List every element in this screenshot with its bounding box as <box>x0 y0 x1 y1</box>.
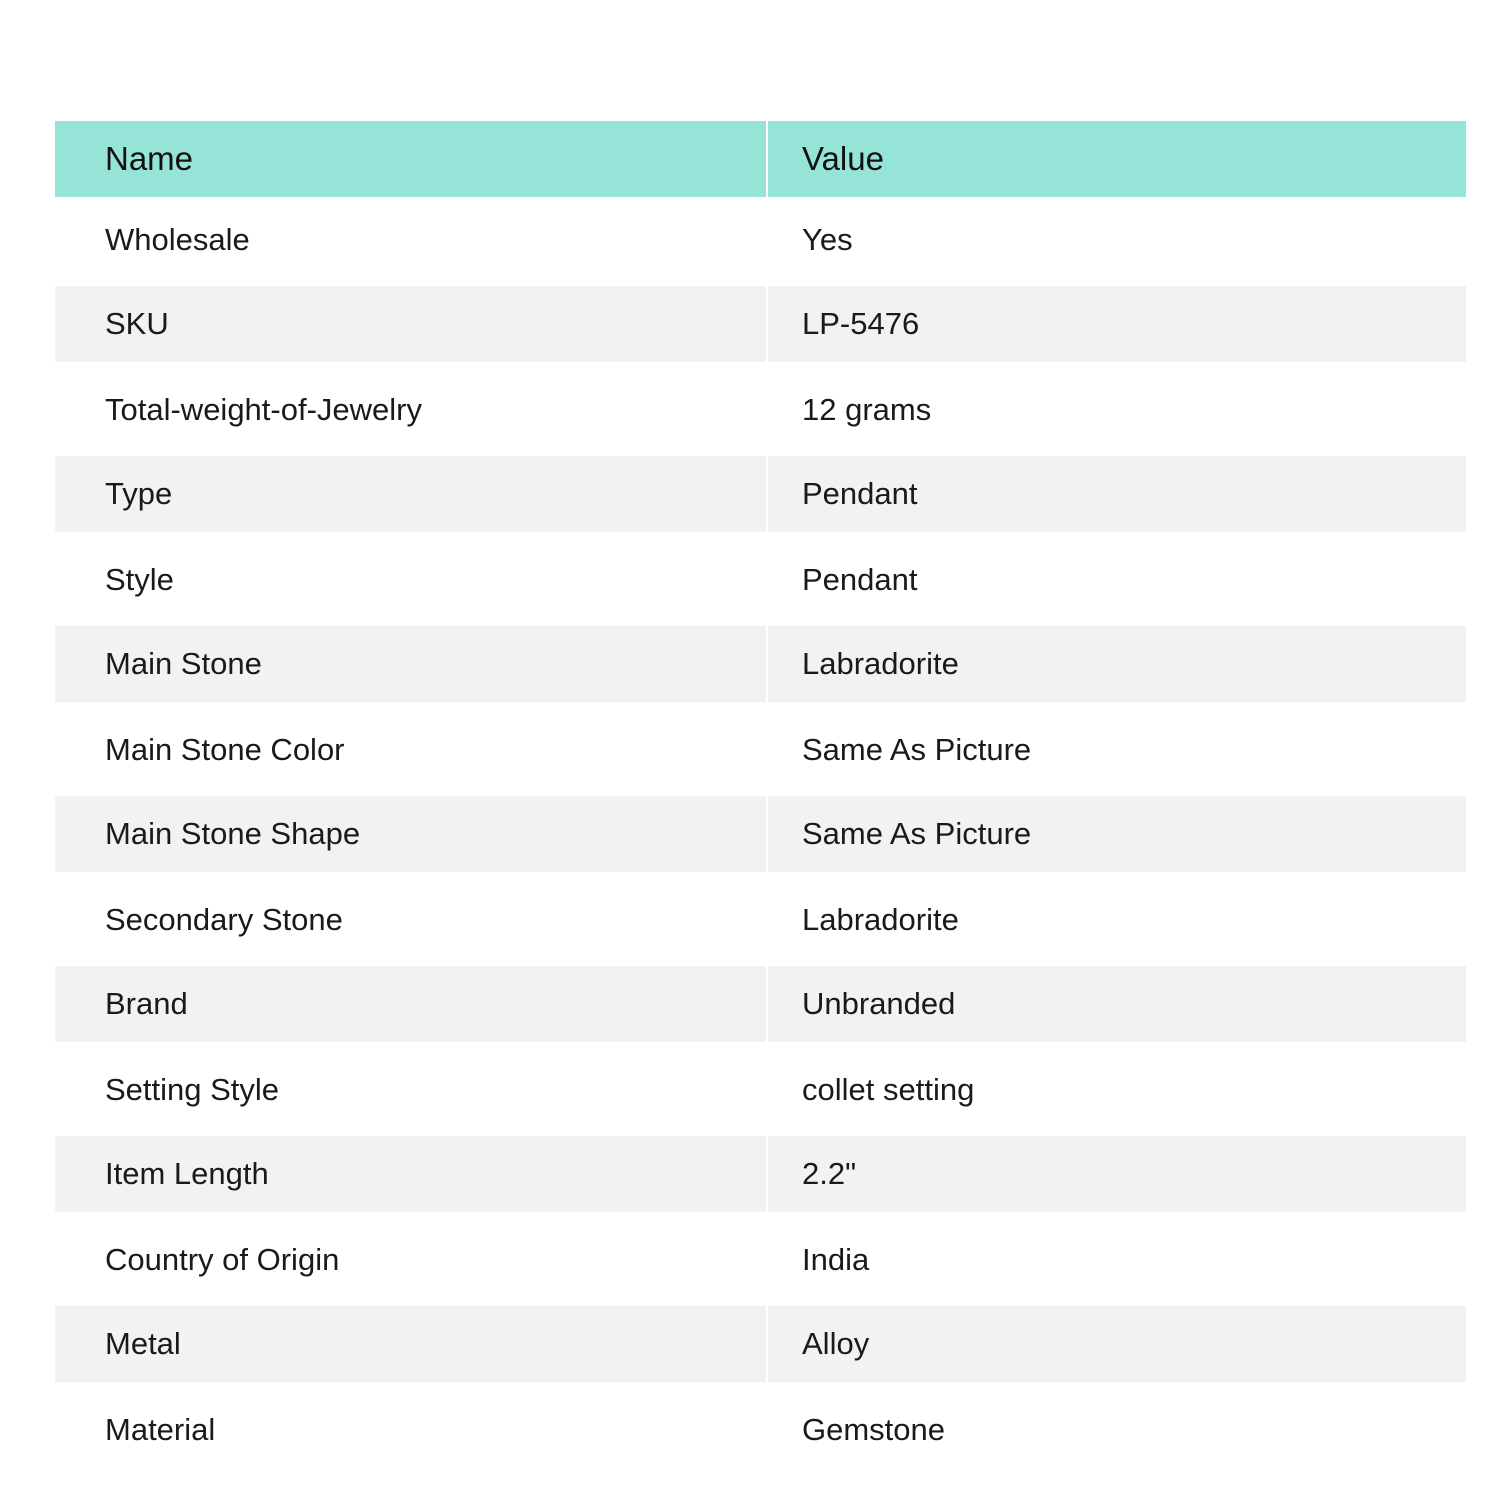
row-value-cell: Alloy <box>766 1306 1466 1382</box>
row-value-cell: Pendant <box>766 537 1466 622</box>
table-row <box>55 1047 1466 1132</box>
table-row <box>55 796 1466 872</box>
table-row <box>55 537 1466 622</box>
row-name-cell: Style <box>105 561 174 597</box>
table-row <box>55 1387 1466 1472</box>
table-row <box>55 286 1466 362</box>
table-row <box>55 1306 1466 1382</box>
table-row <box>55 197 1466 282</box>
row-value-cell: Same As Picture <box>766 796 1466 872</box>
row-value-cell: Pendant <box>766 456 1466 532</box>
row-name-cell: Secondary Stone <box>105 901 343 937</box>
row-name-cell: Country of Origin <box>105 1241 340 1277</box>
row-value-cell: collet setting <box>766 1047 1466 1132</box>
row-value-cell: Yes <box>766 197 1466 282</box>
row-name-cell: Setting Style <box>105 1071 280 1107</box>
table-header-row <box>55 121 1466 197</box>
table-row <box>55 966 1466 1042</box>
row-value-cell: LP-5476 <box>766 286 1466 362</box>
table-row <box>55 367 1466 452</box>
row-value-cell: Same As Picture <box>766 707 1466 792</box>
specifications-table <box>55 121 1466 1472</box>
row-value-cell: 2.2" <box>766 1136 1466 1212</box>
row-name-cell: Main Stone <box>55 626 766 702</box>
header-name-cell: Name <box>55 121 766 197</box>
row-value-cell: Unbranded <box>766 966 1466 1042</box>
row-value-cell: India <box>766 1217 1466 1302</box>
row-name-cell: Main Stone Shape <box>55 796 766 872</box>
row-name-cell: SKU <box>55 286 766 362</box>
table-row <box>55 1136 1466 1212</box>
row-name-cell: Brand <box>55 966 766 1042</box>
row-name-cell: Metal <box>55 1306 766 1382</box>
table-row <box>55 626 1466 702</box>
row-name-cell: Item Length <box>55 1136 766 1212</box>
row-name-cell: Total-weight-of-Jewelry <box>105 391 422 427</box>
table-row <box>55 456 1466 532</box>
row-name-cell: Main Stone Color <box>105 731 345 767</box>
row-name-cell: Material <box>105 1411 216 1447</box>
table-row <box>55 1217 1466 1302</box>
header-value-cell: Value <box>766 121 1466 197</box>
row-name-cell: Type <box>55 456 766 532</box>
row-value-cell: 12 grams <box>766 367 1466 452</box>
table-row <box>55 707 1466 792</box>
row-name-cell: Wholesale <box>105 221 250 257</box>
row-value-cell: Labradorite <box>766 877 1466 962</box>
table-row <box>55 877 1466 962</box>
row-value-cell: Gemstone <box>766 1387 1466 1472</box>
row-value-cell: Labradorite <box>766 626 1466 702</box>
